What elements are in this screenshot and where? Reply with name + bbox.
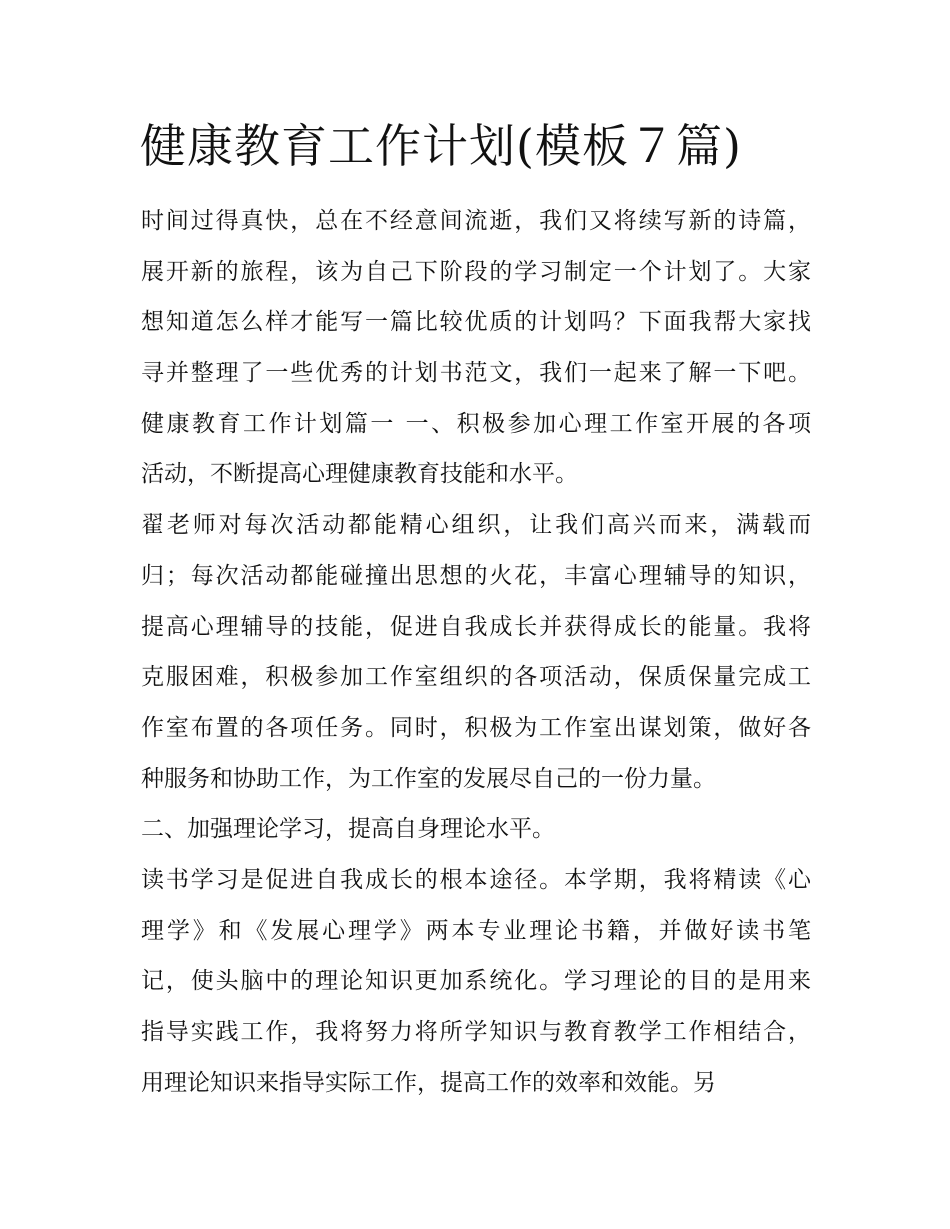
- body-line: 用理论知识来指导实际工作，提高工作的效率和效能。另: [141, 1069, 716, 1096]
- body-line: 展开新的旅程，该为自己下阶段的学习制定一个计划了。大家: [141, 258, 811, 285]
- body-line: 活动，不断提高心理健康教育技能和水平。: [141, 461, 578, 488]
- body-line: 理学》和《发展心理学》两本专业理论书籍，并做好读书笔: [141, 917, 811, 944]
- body-line: 记，使头脑中的理论知识更加系统化。学习理论的目的是用来: [141, 968, 811, 995]
- body-line: 健康教育工作计划篇一 一、积极参加心理工作室开展的各项: [141, 410, 811, 437]
- body-line: 种服务和协助工作，为工作室的发展尽自己的一份力量。: [141, 765, 716, 792]
- body-line: 指导实践工作，我将努力将所学知识与教育教学工作相结合，: [141, 1019, 811, 1045]
- body-line: 作室布置的各项任务。同时，积极为工作室出谋划策，做好各: [141, 714, 811, 741]
- body-line: 时间过得真快，总在不经意间流逝，我们又将续写新的诗篇，: [141, 208, 811, 234]
- body-line: 寻并整理了一些优秀的计划书范文，我们一起来了解一下吧。: [141, 360, 811, 387]
- body-line: 翟老师对每次活动都能精心组织，让我们高兴而来，满载而: [141, 512, 811, 539]
- document-body: [141, 196, 811, 1108]
- body-line: 提高心理辅导的技能，促进自我成长并获得成长的能量。我将: [141, 613, 811, 640]
- body-line: 归；每次活动都能碰撞出思想的火花，丰富心理辅导的知识，: [141, 562, 811, 589]
- document-title: 健康教育工作计划(模板７篇): [140, 119, 742, 173]
- body-line: 二、加强理论学习，提高自身理论水平。: [141, 816, 555, 843]
- body-line: 读书学习是促进自我成长的根本途径。本学期，我将精读《心: [141, 866, 811, 893]
- body-line: 想知道怎么样才能写一篇比较优质的计划吗？下面我帮大家找: [141, 309, 811, 336]
- body-line: 克服困难，积极参加工作室组织的各项活动，保质保量完成工: [141, 664, 811, 691]
